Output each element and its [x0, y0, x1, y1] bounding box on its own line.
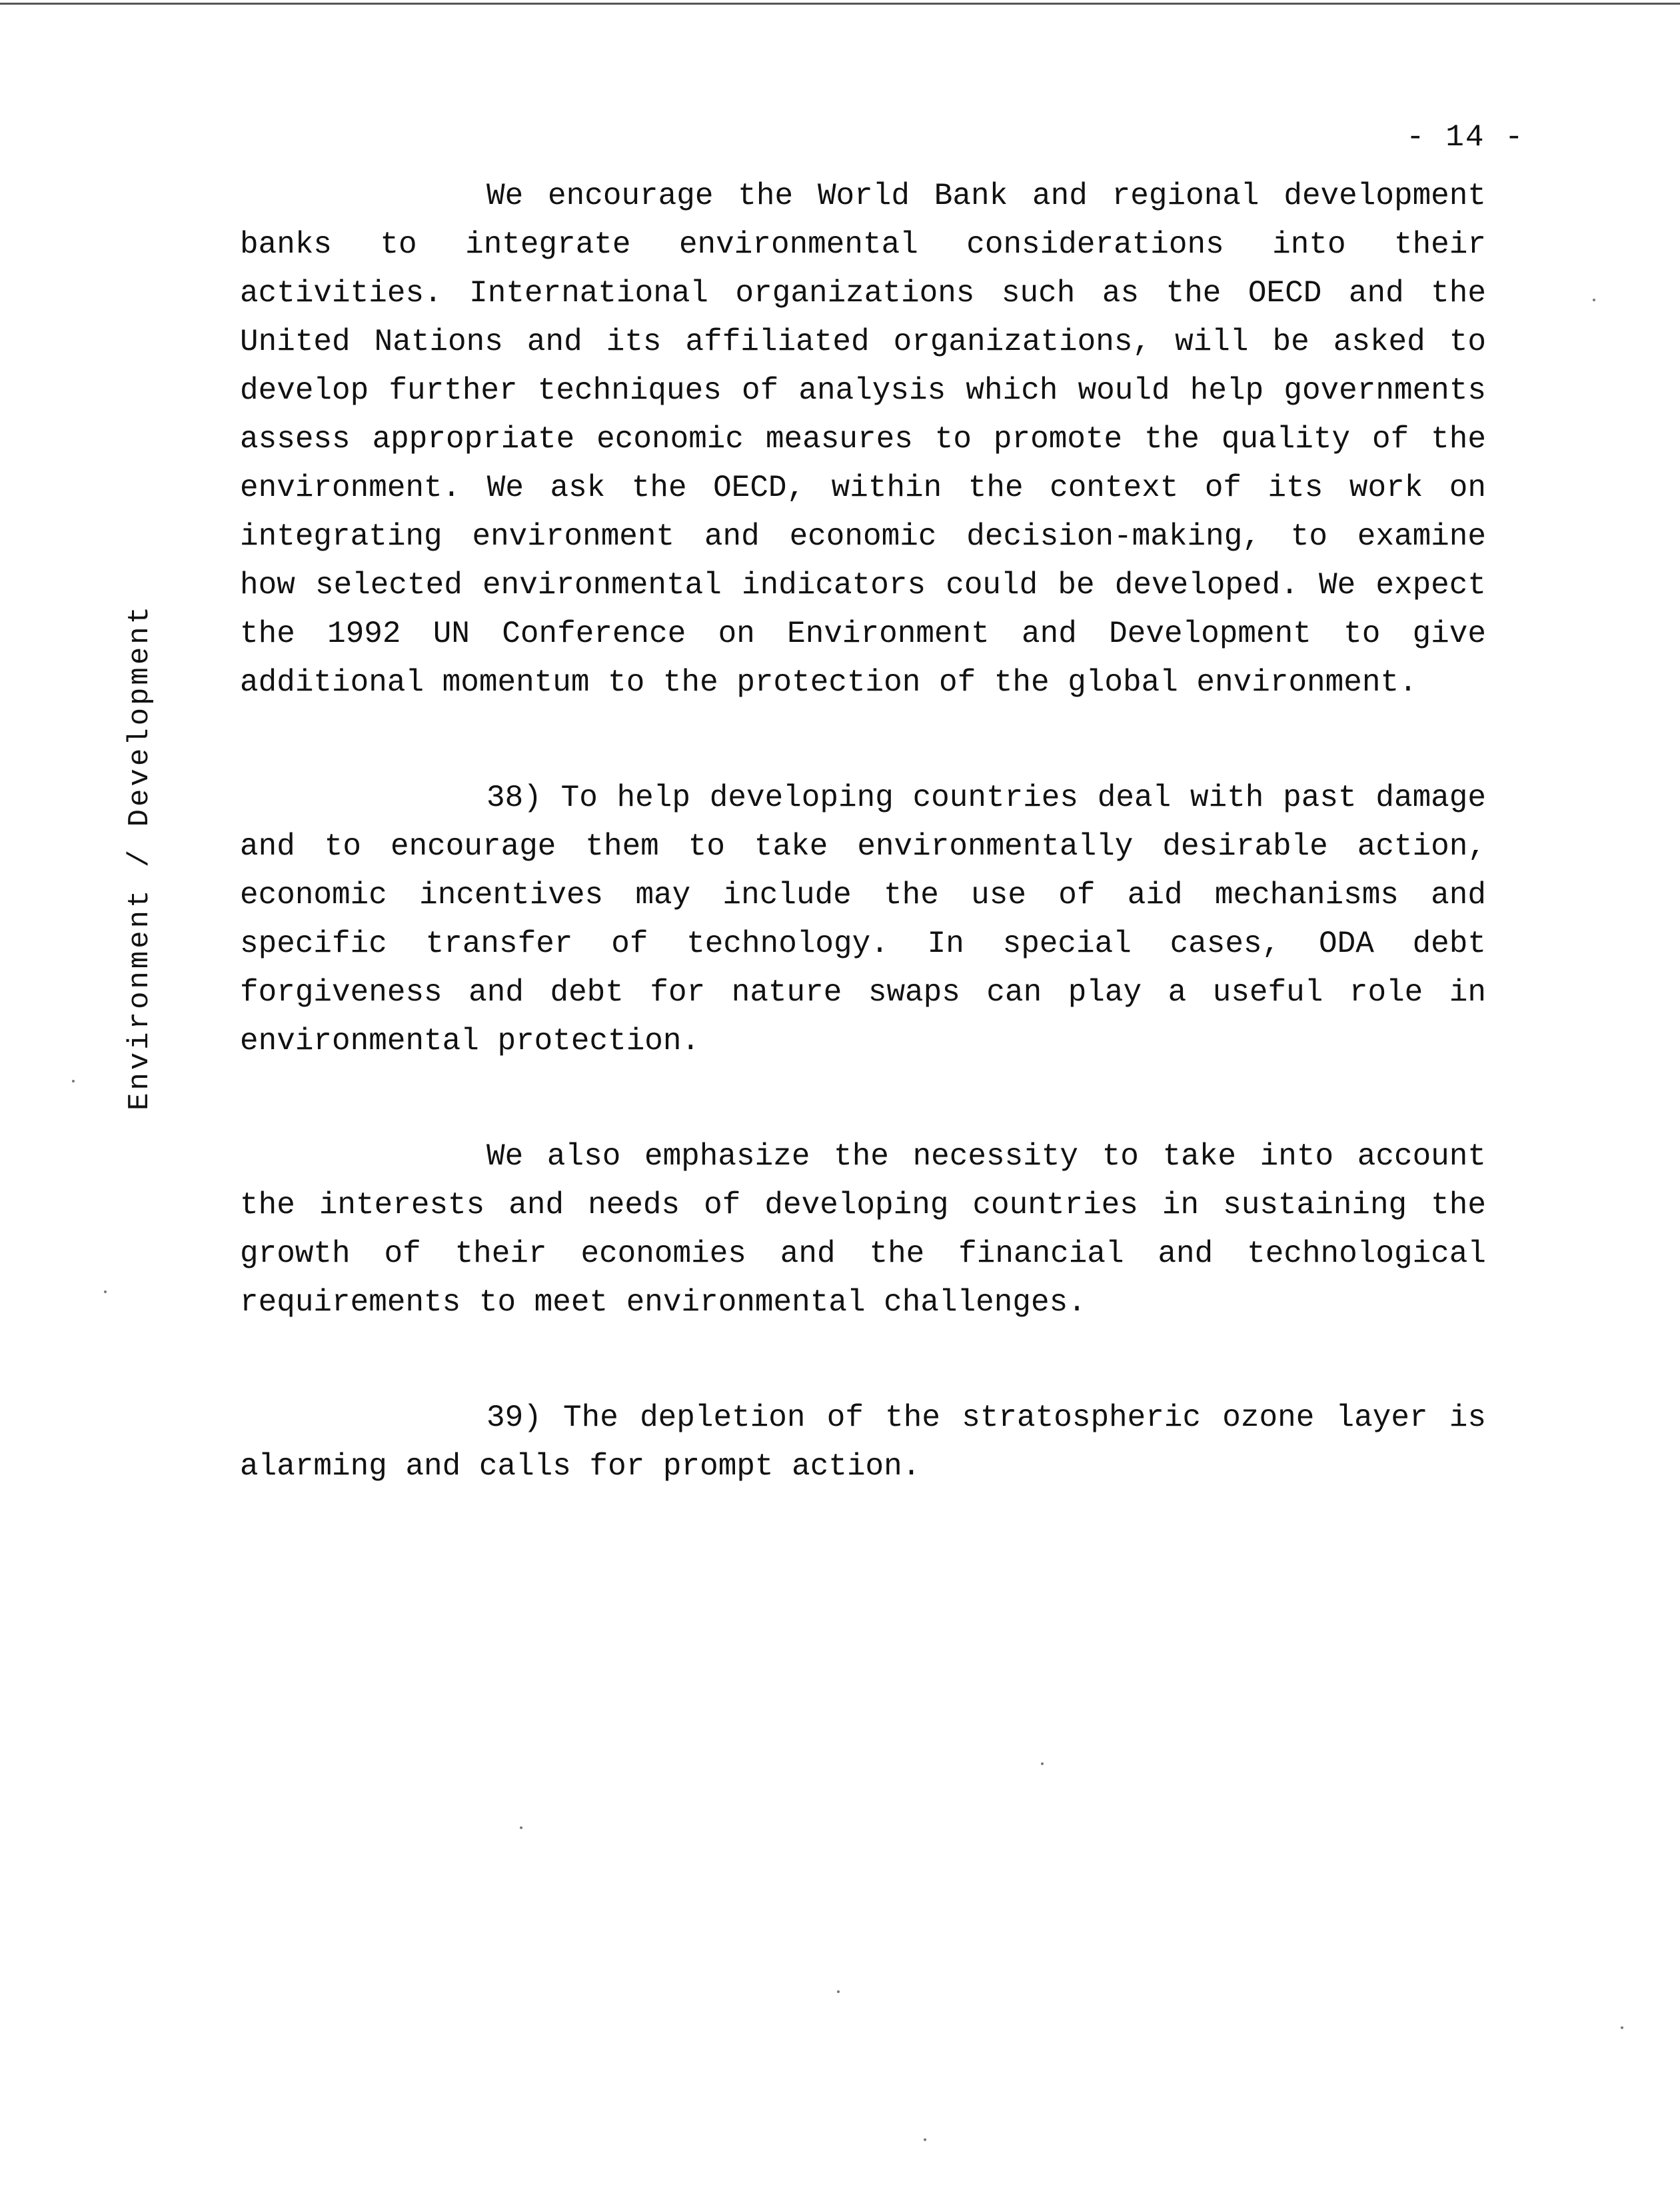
paragraph-39-ozone-layer: 39) The depletion of the stratospheric ozone layer is alarming and calls for prompt action.: [240, 1400, 1486, 1484]
paragraph-38-developing-countries: 38) To help developing countries deal with past damage and to encourage them to take environmentally desirable action, economic incentives may include the use of aid mechanisms and specific transfer of technology. In special cases, ODA debt forgiveness and debt for nature swaps can play a useful role in environmental protection.: [240, 781, 1486, 1059]
scan-speck: [1621, 2026, 1623, 2029]
document-body: [240, 172, 1486, 1491]
scan-speck: [104, 1290, 107, 1293]
page-number: - 14 -: [1406, 120, 1525, 155]
scan-speck: [1041, 1762, 1044, 1765]
scan-speck: [72, 1080, 75, 1083]
paragraph-world-bank: We encourage the World Bank and regional development banks to integrate environmental considerations into their activities. International organizations such as the OECD and the United Nations and its affiliated organizations, will be asked to develop further techniques of analysis which would help governments assess appropriate economic measures to promote the quality of the environment. We ask the OECD, within the context of its work on integrating environment and economic decision-making, to examine how selected environmental indicators could be developed. We expect the 1992 UN Conference on Environment and Development to give additional momentum to the protection of the global environment.: [240, 179, 1486, 700]
scan-speck: [924, 2138, 926, 2141]
scan-top-edge: [0, 3, 1680, 5]
scan-speck: [520, 1826, 522, 1829]
paragraph-developing-countries-interests: We also emphasize the necessity to take into account the interests and needs of developing countries in sustaining the growth of their economies and the financial and technological requirements to meet environmental challenges.: [240, 1139, 1486, 1320]
margin-section-label: Environment / Development: [123, 603, 157, 1111]
scan-speck: [837, 1990, 840, 1993]
scan-speck: [1593, 299, 1595, 301]
